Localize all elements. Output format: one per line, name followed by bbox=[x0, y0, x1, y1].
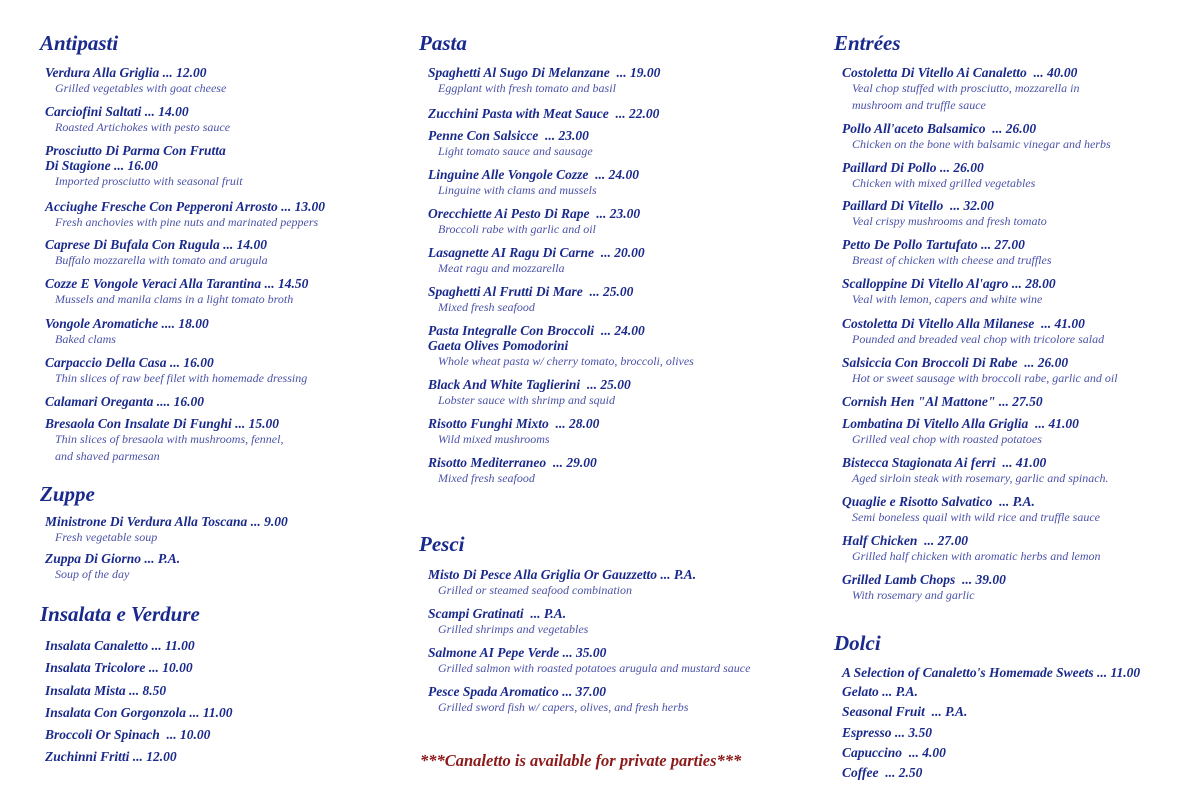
menu-item bbox=[842, 121, 1111, 153]
menu-item-name: Black And White Taglierini ... 25.00 bbox=[428, 377, 631, 392]
menu-item-description: Semi boneless quail with wild rice and truffle sauce bbox=[852, 510, 1100, 524]
menu-item-name: Pesce Spada Aromatico ... 37.00 bbox=[428, 684, 606, 699]
menu-item-description: Pounded and breaded veal chop with tricolore salad bbox=[852, 332, 1105, 346]
menu-item-description: Thin slices of bresaola with mushrooms, fennel, and shaved parmesan bbox=[55, 432, 284, 463]
menu-item bbox=[842, 276, 1056, 308]
menu-item-description: Linguine with clams and mussels bbox=[438, 183, 597, 197]
menu-item-description: Hot or sweet sausage with broccoli rabe, garlic and oil bbox=[852, 371, 1118, 385]
menu-item-description: Chicken with mixed grilled vegetables bbox=[852, 176, 1036, 190]
menu-item bbox=[428, 606, 588, 638]
menu-item-name: Paillard Di Vitello ... 32.00 bbox=[842, 198, 994, 213]
menu-item-description: With rosemary and garlic bbox=[852, 588, 975, 602]
menu-item-description: Fresh anchovies with pine nuts and marinated peppers bbox=[55, 215, 319, 229]
section-title-dolci: Dolci bbox=[834, 631, 881, 655]
menu-item-description: Lobster sauce with shrimp and squid bbox=[438, 393, 616, 407]
menu-item-name: Salmone AI Pepe Verde ... 35.00 bbox=[428, 645, 607, 660]
menu-item-description: Whole wheat pasta w/ cherry tomato, broccoli, olives bbox=[438, 354, 694, 368]
menu-item-description: Thin slices of raw beef filet with homemade dressing bbox=[55, 371, 308, 385]
menu-item bbox=[428, 245, 645, 277]
menu-item-description: Grilled vegetables with goat cheese bbox=[55, 81, 227, 95]
menu-item-name: Capuccino ... 4.00 bbox=[842, 745, 946, 760]
menu-item-name: Espresso ... 3.50 bbox=[842, 725, 933, 740]
menu-item-name: Spaghetti Al Sugo Di Melanzane ... 19.00 bbox=[428, 65, 661, 80]
menu-item-name: Caprese Di Bufala Con Rugula ... 14.00 bbox=[45, 237, 268, 252]
section-title-antipasti: Antipasti bbox=[40, 31, 119, 55]
menu-item-name: Bistecca Stagionata Ai ferri ... 41.00 bbox=[842, 455, 1047, 470]
menu-item-name: A Selection of Canaletto's Homemade Sweets ... 11.00 bbox=[842, 665, 1141, 680]
menu-item bbox=[842, 745, 946, 760]
menu-item bbox=[428, 65, 660, 97]
menu-item-name: Scampi Gratinati ... P.A. bbox=[428, 606, 567, 621]
menu-item bbox=[842, 160, 1035, 192]
menu-item bbox=[45, 749, 177, 764]
menu-item-name: Penne Con Salsicce ... 23.00 bbox=[428, 128, 589, 143]
section-title-zuppe: Zuppe bbox=[40, 482, 95, 506]
menu-item bbox=[842, 765, 922, 780]
menu-item-description: Grilled veal chop with roasted potatoes bbox=[852, 432, 1042, 446]
menu-item-name: Insalata Mista ... 8.50 bbox=[45, 683, 167, 698]
section-title-entrees: Entrées bbox=[834, 31, 901, 55]
menu-item bbox=[842, 237, 1052, 269]
menu-item-name: Acciughe Fresche Con Pepperoni Arrosto ... 13.00 bbox=[45, 199, 326, 214]
menu-item-description: Mussels and manila clams in a light tomato broth bbox=[55, 292, 294, 306]
menu-item-description: Buffalo mozzarella with tomato and arugula bbox=[55, 253, 268, 267]
section-title-pasta: Pasta bbox=[419, 31, 467, 55]
menu-item bbox=[45, 237, 268, 269]
menu-item-description: Breast of chicken with cheese and truffles bbox=[852, 253, 1052, 267]
menu-item-name: Scalloppine Di Vitello Al'agro ... 28.00 bbox=[842, 276, 1056, 291]
menu-item bbox=[428, 684, 688, 716]
menu-item-name: Insalata Con Gorgonzola ... 11.00 bbox=[45, 705, 233, 720]
menu-item-description: Soup of the day bbox=[55, 567, 130, 581]
menu-item-name: Cornish Hen "Al Mattone" ... 27.50 bbox=[842, 394, 1043, 409]
menu-item bbox=[428, 128, 593, 160]
menu-item bbox=[45, 394, 204, 409]
menu-item-description: Light tomato sauce and sausage bbox=[438, 144, 593, 158]
menu-item-name: Calamari Oreganta .... 16.00 bbox=[45, 394, 205, 409]
menu-item-description: Grilled half chicken with aromatic herbs and lemon bbox=[852, 549, 1101, 563]
menu-item bbox=[45, 416, 283, 465]
menu-item-name: Costoletta Di Vitello Ai Canaletto ... 40.00 bbox=[842, 65, 1078, 80]
menu-item-description: Broccoli rabe with garlic and oil bbox=[438, 222, 596, 236]
menu-item-name: Ministrone Di Verdura Alla Toscana ... 9.00 bbox=[45, 514, 288, 529]
menu-item bbox=[842, 665, 1140, 680]
menu-item-name: Linguine Alle Vongole Cozze ... 24.00 bbox=[428, 167, 640, 182]
menu-item-name: Pasta Integralle Con Broccoli ... 24.00 Gaeta Olives Pomodorini bbox=[428, 323, 645, 353]
menu-item bbox=[428, 284, 633, 316]
menu-item-name: Insalata Canaletto ... 11.00 bbox=[45, 638, 195, 653]
menu-item-name: Quaglie e Risotto Salvatico ... P.A. bbox=[842, 494, 1035, 509]
menu-item bbox=[842, 572, 1006, 604]
menu-item bbox=[842, 684, 918, 699]
menu-item-name: Zucchini Pasta with Meat Sauce ... 22.00 bbox=[428, 106, 660, 121]
menu-item-description: Grilled or steamed seafood combination bbox=[438, 583, 632, 597]
menu-item bbox=[45, 355, 307, 387]
menu-item-description: Meat ragu and mozzarella bbox=[438, 261, 565, 275]
menu-item-description: Wild mixed mushrooms bbox=[438, 432, 550, 446]
menu-item bbox=[45, 65, 226, 97]
menu-item-name: Insalata Tricolore ... 10.00 bbox=[45, 660, 193, 675]
menu-item bbox=[45, 143, 243, 190]
menu-item bbox=[842, 198, 1047, 230]
menu-item-name: Petto De Pollo Tartufato ... 27.00 bbox=[842, 237, 1025, 252]
menu-item-description: Veal crispy mushrooms and fresh tomato bbox=[852, 214, 1047, 228]
menu-item-name: Costoletta Di Vitello Alla Milanese ... 41.00 bbox=[842, 316, 1085, 331]
menu-item-name: Misto Di Pesce Alla Griglia Or Gauzzetto ... P.A. bbox=[428, 567, 697, 582]
private-parties-note: ***Canaletto is available for private parties*** bbox=[420, 751, 742, 770]
menu-item-description: Aged sirloin steak with rosemary, garlic and spinach. bbox=[852, 471, 1109, 485]
menu-item bbox=[842, 316, 1104, 348]
menu-item-description: Veal with lemon, capers and white wine bbox=[852, 292, 1043, 306]
menu-item bbox=[428, 455, 597, 487]
menu-item bbox=[45, 199, 325, 231]
menu-item-name: Verdura Alla Griglia ... 12.00 bbox=[45, 65, 207, 80]
menu-item bbox=[428, 416, 599, 448]
menu-item-name: Spaghetti Al Frutti Di Mare ... 25.00 bbox=[428, 284, 634, 299]
menu-item-name: Broccoli Or Spinach ... 10.00 bbox=[45, 727, 211, 742]
menu-item-name: Orecchiette Ai Pesto Di Rape ... 23.00 bbox=[428, 206, 641, 221]
menu-item-name: Pollo All'aceto Balsamico ... 26.00 bbox=[842, 121, 1037, 136]
menu-item-description: Grilled shrimps and vegetables bbox=[438, 622, 589, 636]
menu-item-description: Mixed fresh seafood bbox=[438, 471, 535, 485]
section-title-insalata: Insalata e Verdure bbox=[40, 602, 200, 626]
section-title-pesci: Pesci bbox=[419, 532, 465, 556]
menu-item-name: Half Chicken ... 27.00 bbox=[842, 533, 969, 548]
menu-item-name: Lasagnette AI Ragu Di Carne ... 20.00 bbox=[428, 245, 645, 260]
menu-item bbox=[842, 65, 1079, 114]
menu-item bbox=[842, 416, 1079, 448]
menu-item bbox=[45, 316, 209, 348]
menu-item-name: Carpaccio Della Casa ... 16.00 bbox=[45, 355, 214, 370]
menu-item bbox=[45, 705, 233, 720]
menu-item-name: Vongole Aromatiche .... 18.00 bbox=[45, 316, 209, 331]
menu-item bbox=[428, 106, 659, 121]
menu-item-name: Risotto Mediterraneo ... 29.00 bbox=[428, 455, 597, 470]
menu-item bbox=[428, 645, 750, 677]
menu-item-name: Salsiccia Con Broccoli Di Rabe ... 26.00 bbox=[842, 355, 1069, 370]
menu-item bbox=[842, 704, 967, 719]
menu-item-description: Grilled salmon with roasted potatoes arugula and mustard sauce bbox=[438, 661, 751, 675]
menu-item-description: Imported prosciutto with seasonal fruit bbox=[55, 174, 243, 188]
menu-item-description: Veal chop stuffed with prosciutto, mozzarella in mushroom and truffle sauce bbox=[852, 81, 1080, 112]
menu-item bbox=[842, 725, 932, 740]
menu-item-name: Paillard Di Pollo ... 26.00 bbox=[842, 160, 984, 175]
menu-item-name: Carciofini Saltati ... 14.00 bbox=[45, 104, 189, 119]
menu-item-name: Zuppa Di Giorno ... P.A. bbox=[45, 551, 181, 566]
menu-item bbox=[428, 323, 694, 370]
menu-item bbox=[842, 533, 1101, 565]
menu-item-name: Prosciutto Di Parma Con Frutta Di Stagione ... 16.00 bbox=[45, 143, 226, 173]
menu-item bbox=[45, 727, 210, 742]
menu-item-name: Bresaola Con Insalate Di Funghi ... 15.00 bbox=[45, 416, 280, 431]
menu-item-name: Zuchinni Fritti ... 12.00 bbox=[45, 749, 177, 764]
menu-item bbox=[428, 377, 631, 409]
menu-item bbox=[45, 276, 308, 308]
menu-item-description: Chicken on the bone with balsamic vinegar and herbs bbox=[852, 137, 1111, 151]
menu-item bbox=[45, 104, 230, 136]
menu-item-name: Risotto Funghi Mixto ... 28.00 bbox=[428, 416, 600, 431]
menu-item-name: Seasonal Fruit ... P.A. bbox=[842, 704, 968, 719]
menu-item bbox=[428, 567, 696, 599]
menu-item-description: Mixed fresh seafood bbox=[438, 300, 535, 314]
menu-item bbox=[842, 494, 1100, 526]
menu-item-description: Baked clams bbox=[55, 332, 116, 346]
menu-item-name: Coffee ... 2.50 bbox=[842, 765, 923, 780]
menu-item-name: Lombatina Di Vitello Alla Griglia ... 41.00 bbox=[842, 416, 1079, 431]
menu-item-name: Cozze E Vongole Veraci Alla Tarantina ... 14.50 bbox=[45, 276, 309, 291]
menu-item bbox=[45, 638, 195, 653]
menu-item bbox=[45, 660, 193, 675]
menu-item bbox=[45, 683, 166, 698]
menu-item-name: Grilled Lamb Chops ... 39.00 bbox=[842, 572, 1006, 587]
menu-item-description: Roasted Artichokes with pesto sauce bbox=[55, 120, 231, 134]
menu-item-name: Gelato ... P.A. bbox=[842, 684, 918, 699]
menu-item bbox=[428, 206, 640, 238]
menu-item bbox=[45, 551, 180, 583]
menu-item-description: Eggplant with fresh tomato and basil bbox=[438, 81, 616, 95]
menu-item bbox=[428, 167, 639, 199]
menu-item bbox=[45, 514, 288, 546]
menu-item-description: Grilled sword fish w/ capers, olives, and fresh herbs bbox=[438, 700, 689, 714]
menu-item bbox=[842, 455, 1109, 487]
menu-item bbox=[842, 394, 1043, 409]
menu-item bbox=[842, 355, 1118, 387]
menu-item-description: Fresh vegetable soup bbox=[55, 530, 158, 544]
